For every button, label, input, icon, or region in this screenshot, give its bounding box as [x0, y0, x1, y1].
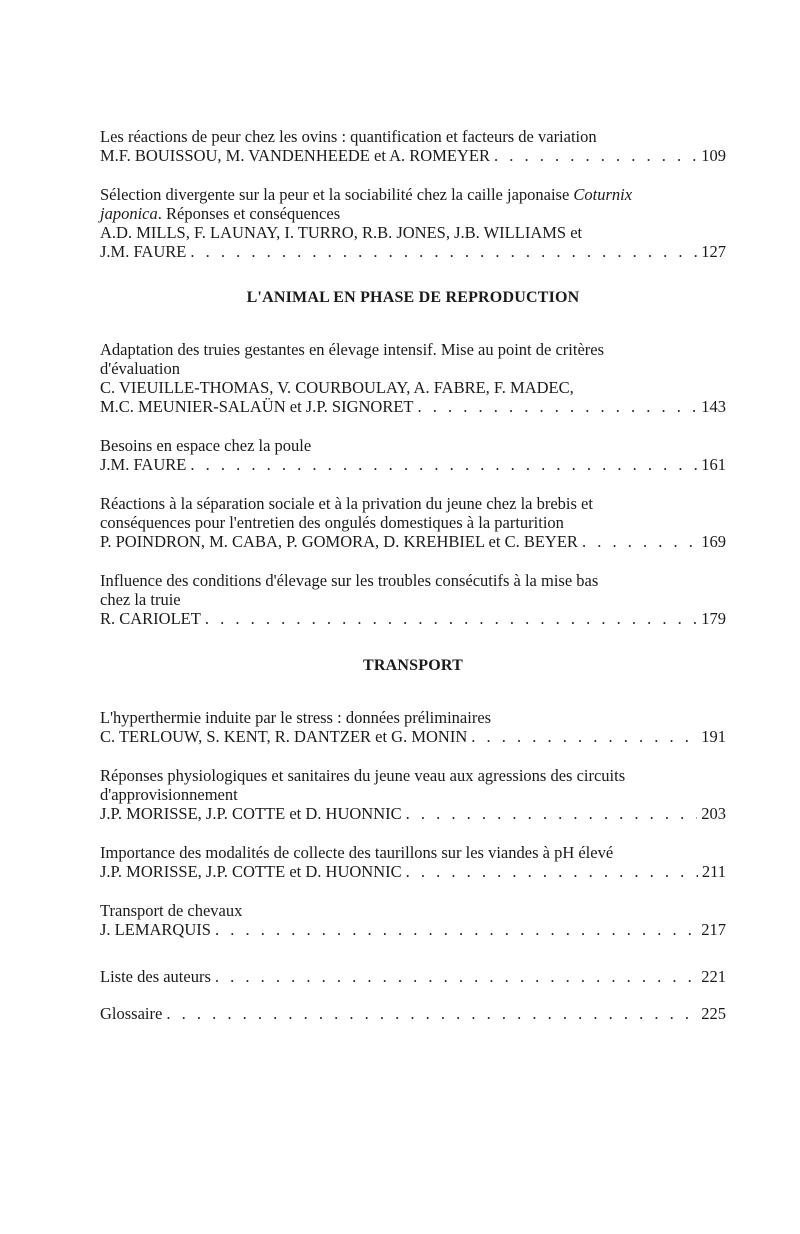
entry-authors: A.D. MILLS, F. LAUNAY, I. TURRO, R.B. JONES, J.B. WILLIAMS et [100, 223, 583, 242]
entry-title: conséquences pour l'entretien des ongulés domestiques à la parturition [100, 513, 564, 532]
entry-authors: P. POINDRON, M. CABA, P. GOMORA, D. KREHBIEL et C. BEYER [100, 532, 578, 551]
entry-title: Besoins en espace chez la poule [100, 436, 312, 455]
entry-authors: J.M. FAURE [100, 455, 187, 474]
entry-title: d'approvisionnement [100, 785, 238, 804]
dot-leader [205, 609, 697, 628]
entry-authors: J.P. MORISSE, J.P. COTTE et D. HUONNIC [100, 862, 402, 881]
dot-leader [406, 862, 698, 881]
entry-page-number: 191 [701, 727, 726, 746]
toc-entry [100, 708, 726, 746]
entry-authors: R. CARIOLET [100, 609, 201, 628]
entry-title: Influence des conditions d'élevage sur les troubles consécutifs à la mise bas [100, 571, 599, 590]
entry-title [100, 204, 726, 223]
toc-entry [100, 766, 726, 823]
entry-leader-line [100, 727, 726, 746]
back-matter [100, 967, 726, 1023]
dot-leader [215, 920, 697, 939]
section-heading: TRANSPORT [363, 657, 463, 674]
toc-entry [100, 571, 726, 628]
entry-leader-line [100, 397, 726, 416]
entry-authors: M.F. BOUISSOU, M. VANDENHEEDE et A. ROMEYER [100, 146, 490, 165]
toc-entry [100, 494, 726, 551]
dot-leader [418, 397, 698, 416]
entry-page-number: 143 [701, 397, 726, 416]
entry-authors: J.M. FAURE [100, 242, 187, 261]
dot-leader [471, 727, 697, 746]
toc-entry [100, 901, 726, 939]
toc-entry [100, 1004, 726, 1023]
entry-page-number: 225 [701, 1004, 726, 1023]
entry-title-italic: japonica [100, 204, 158, 223]
entry-leader-line [100, 920, 726, 939]
entry-leader-line [100, 804, 726, 823]
entry-page-number: 179 [701, 609, 726, 628]
entry-authors: J.P. MORISSE, J.P. COTTE et D. HUONNIC [100, 804, 402, 823]
entry-title-part: Sélection divergente sur la peur et la sociabilité chez la caille japonaise [100, 185, 574, 204]
entry-authors: C. TERLOUW, S. KENT, R. DANTZER et G. MONIN [100, 727, 468, 746]
entry-leader-line [100, 532, 726, 551]
entry-label: Glossaire [100, 1004, 163, 1023]
entry-authors: J. LEMARQUIS [100, 920, 211, 939]
entry-leader-line [100, 1004, 726, 1023]
entry-page-number: 217 [701, 920, 726, 939]
entry-label: Liste des auteurs [100, 967, 211, 986]
table-of-contents [100, 127, 726, 1041]
entry-title: Les réactions de peur chez les ovins : quantification et facteurs de variation [100, 127, 597, 146]
entry-page-number: 169 [701, 532, 726, 551]
entry-authors: C. VIEUILLE-THOMAS, V. COURBOULAY, A. FABRE, F. MADEC, [100, 378, 574, 397]
dot-leader [166, 1004, 697, 1023]
entry-authors: M.C. MEUNIER-SALAÜN et J.P. SIGNORET [100, 397, 414, 416]
dot-leader [582, 532, 697, 551]
dot-leader [215, 967, 697, 986]
dot-leader [190, 455, 697, 474]
section-heading: L'ANIMAL EN PHASE DE REPRODUCTION [246, 289, 580, 306]
entry-title: d'évaluation [100, 359, 180, 378]
entry-title: Transport de chevaux [100, 901, 243, 920]
entry-title: L'hyperthermie induite par le stress : données préliminaires [100, 708, 492, 727]
entry-title: Réactions à la séparation sociale et à la privation du jeune chez la brebis et [100, 494, 593, 513]
toc-entry [100, 127, 726, 165]
entry-page-number: 203 [701, 804, 726, 823]
toc-entry [100, 436, 726, 474]
entry-title-italic: Coturnix [573, 185, 633, 204]
entry-title-part: . Réponses et conséquences [157, 204, 341, 223]
entry-page-number: 221 [701, 967, 726, 986]
entry-title [100, 185, 726, 204]
entry-title: chez la truie [100, 590, 181, 609]
entry-page-number: 161 [701, 455, 726, 474]
entry-leader-line [100, 862, 726, 881]
entry-leader-line [100, 967, 726, 986]
entry-page-number: 127 [701, 242, 726, 261]
entry-title: Importance des modalités de collecte des taurillons sur les viandes à pH élevé [100, 843, 614, 862]
toc-entry [100, 967, 726, 986]
entry-title: Réponses physiologiques et sanitaires du jeune veau aux agressions des circuits [100, 766, 626, 785]
entry-page-number: 109 [701, 146, 726, 165]
dot-leader [406, 804, 698, 823]
toc-entry [100, 185, 726, 261]
dot-leader [190, 242, 697, 261]
dot-leader [494, 146, 697, 165]
entry-leader-line [100, 146, 726, 165]
entry-page-number: 211 [701, 862, 726, 881]
entry-leader-line [100, 609, 726, 628]
entry-leader-line [100, 242, 726, 261]
entry-leader-line [100, 455, 726, 474]
toc-entry [100, 843, 726, 881]
toc-entry [100, 340, 726, 416]
entry-title: Adaptation des truies gestantes en élevage intensif. Mise au point de critères [100, 340, 605, 359]
